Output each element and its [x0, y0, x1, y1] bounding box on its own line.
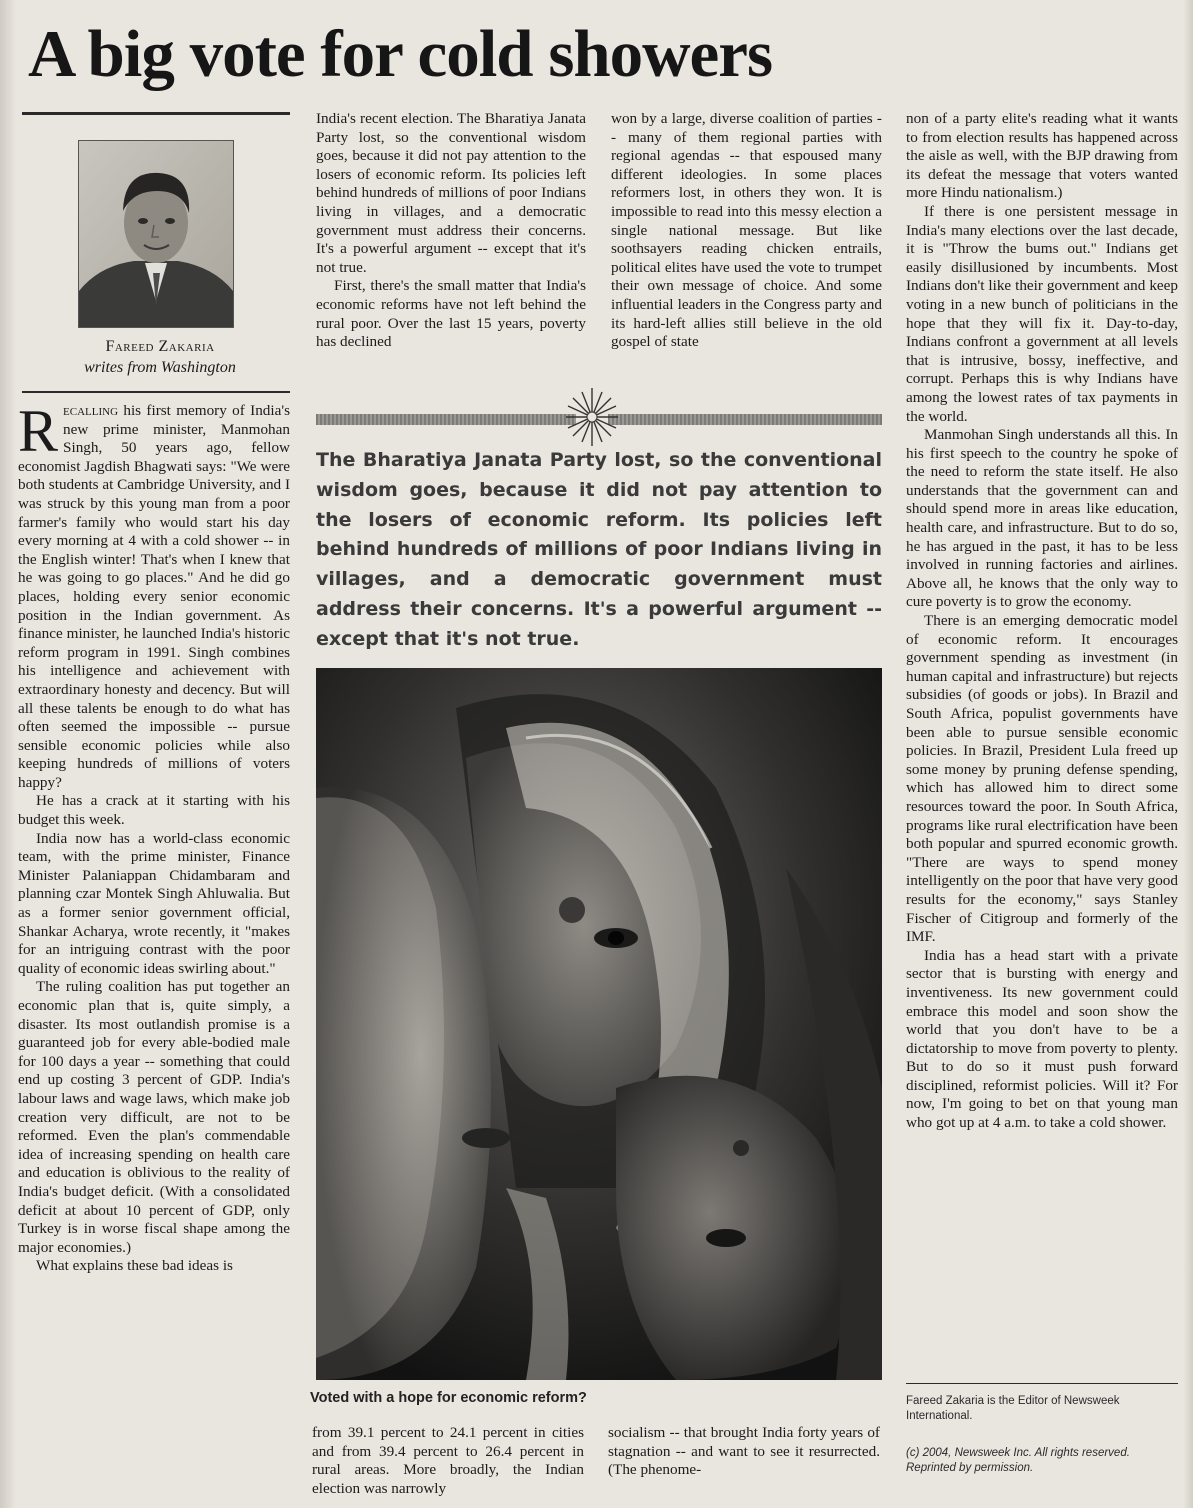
page-edge-left: [0, 0, 16, 1508]
photo-caption: Voted with a hope for economic reform?: [310, 1390, 587, 1406]
dropcap: R: [18, 402, 59, 464]
col3-bottom-paragraph: socialism -- that brought India forty years of stagnation -- and want to see it resurrected. (The phenome-: [608, 1424, 880, 1479]
headline: A big vote for cold showers: [28, 17, 773, 91]
col2-paragraph: First, there's the small matter that India's economic reforms have not left behind the rural poor. Over the last 15 years, poverty has declined: [316, 277, 586, 351]
page-edge-right: [1183, 0, 1193, 1508]
rule-col4-footer: [906, 1383, 1178, 1384]
copyright-text: (c) 2004, Newsweek Inc. All rights reserved.: [906, 1447, 1130, 1459]
lead-smallcaps: ecalling: [63, 402, 119, 419]
col1-paragraph: India now has a world-class economic team, with the prime minister, Finance Minister Palaniappan Chidambaram and planning czar Montek Singh Ahluwalia. But as a former senior government official, Shankar Acharya, wrote recently, it "makes for an intriguing contrast with the poor quality of economic ideas swirling about.": [18, 829, 290, 977]
rule-top-left: [22, 112, 290, 115]
author-note: Fareed Zakaria is the Editor of Newsweek International.: [906, 1395, 1120, 1422]
copyright-note: [906, 1446, 1178, 1476]
col1-lead-paragraph: [18, 402, 290, 792]
column-2-top: [316, 110, 586, 392]
column-4: [906, 110, 1178, 1376]
reprint-text: Reprinted by permission.: [906, 1462, 1034, 1474]
byline-location: writes from Washington: [84, 359, 236, 376]
col4-paragraph: non of a party elite's reading what it wants to from election results has happened across the aisle as well, with the BJP drawing from its defeat the message that voters wanted more Hindu nationalism.): [906, 110, 1178, 202]
column-1: [18, 402, 290, 1494]
rule-byline-bottom: [22, 391, 290, 393]
pull-quote: The Bharatiya Janata Party lost, so the conventional wisdom goes, because it did not pay attention to the losers of economic reform. Its policies left behind hundreds of millions of poor Indians living in villages, and a democratic government must address their concerns. It's a powerful argument -- except that it's not true.: [316, 449, 882, 650]
col1-paragraph: He has a crack at it starting with his budget this week.: [18, 792, 290, 829]
main-photo: [316, 668, 882, 1380]
col4-paragraph: There is an emerging democratic model of economic reform. It encourages government spending as investment (in human capital and infrastructure) but rejects subsidies (of goods or jobs). In Brazil and South Africa, populist governments have been able to pursue sensible economic policies. In Brazil, President Lula freed up some money by pruning defense spending, which has allowed him to direct some resources toward the poor. In South Africa, programs like rural electrification have been both popular and spurred economic growth. "There are ways to spend money intelligently on the poor that have very good results for the economy," says Stanley Fischer of Citigroup and formerly of the IMF.: [906, 612, 1178, 946]
col4-paragraph: If there is one persistent message in India's many elections over the last decade, it is "Throw the bums out." Indians get easily disillusioned by incumbents. Most Indians don't like their government and keep voting in a new bunch of politicians in the hope that they will fix it. Day-to-day, Indians confront a government at all levels that is intrusive, bossy, ineffective, and corrupt. Perhaps this is why Indians have among the lowest rates of tax payments in the world.: [906, 202, 1178, 425]
column-2-bottom: [312, 1424, 584, 1504]
starburst-icon: [562, 386, 622, 448]
column-3-top: [611, 110, 882, 392]
lead-text: his first memory of India's new prime minister, Manmohan Singh, 50 years ago, fellow economist Jagdish Bhagwati says: "We were both students at Cambridge University, and I was struck by this young man from a poor farmer's family who would start his day every morning at 4 with a cold shower -- in the English winter! That's when I knew that he was going to go places." And he did go places, holding every senior economic position in the Indian government. As finance minister, he launched India's historic reform program in 1991. Singh combines his intelligence and achievement with extraordinary honesty and decency. But will all these talents be enough to do what has often seemed the impossible -- pursue sensible economic policies while also keeping hundreds of millions of voters happy?: [18, 402, 290, 791]
col1-paragraph: The ruling coalition has put together an economic plan that is, quite simply, a disaster. Its most outlandish promise is a guaranteed job for every able-bodied male for 100 days a year -- something that could end up costing 3 percent of GDP. India's labour laws and wage laws, which make job creation very difficult, are not to be reformed. Even the plan's commendable idea of increasing spending on health care and education is oblivious to the reality of India's budget deficit. (With a consolidated deficit at about 10 percent of GDP, only Turkey is in worse fiscal shape among the major economies.): [18, 978, 290, 1256]
col2-bottom-paragraph: from 39.1 percent to 24.1 percent in cities and from 39.4 percent to 26.4 percent in rural areas. More broadly, the Indian election was narrowly: [312, 1424, 584, 1497]
col4-paragraph: India has a head start with a private sector that is bursting with energy and inventiveness. Its new government could embrace this model and soon show the world that you don't have to be a dictatorship to move from poverty to plenty. But to do so it must push forward disciplined, reformist policies. Will it? For now, I'm going to bet on that young man who got up at 4 a.m. to take a cold shower.: [906, 946, 1178, 1132]
column-3-bottom: [608, 1424, 880, 1504]
col1-paragraph: What explains these bad ideas is: [36, 1257, 233, 1275]
col4-paragraph: Manmohan Singh understands all this. In his first speech to the country he spoke of the need to reform the state itself. He also understands that the government can and should spend more in areas like education, health care, and infrastructure. But to do so, he has argued in the past, it has to be less involved in running factories and airlines. Above all, he knows that the only way to cure poverty is to grow the economy.: [906, 426, 1178, 611]
col3-paragraph: won by a large, diverse coalition of parties -- many of them regional parties with regional agendas -- that espoused many different ideologies. In some places reformers lost, in others they won. It is impossible to read into this messy election a single national message. But like soothsayers reading chicken entrails, political elites have used the vote to trumpet their own message of choice. And some influential leaders in the Congress party and its hard-left allies still believe in the old gospel of state: [611, 110, 882, 351]
col2-paragraph: India's recent election. The Bharatiya Janata Party lost, so the conventional wisdom goes, because it did not pay attention to the losers of economic reform. Its policies left behind hundreds of millions of poor Indians living in villages, and a democratic government must address their concerns. It's a powerful argument -- except that it's not true.: [316, 110, 586, 276]
author-photo: [78, 140, 234, 328]
byline-name: Fareed Zakaria: [105, 338, 215, 355]
